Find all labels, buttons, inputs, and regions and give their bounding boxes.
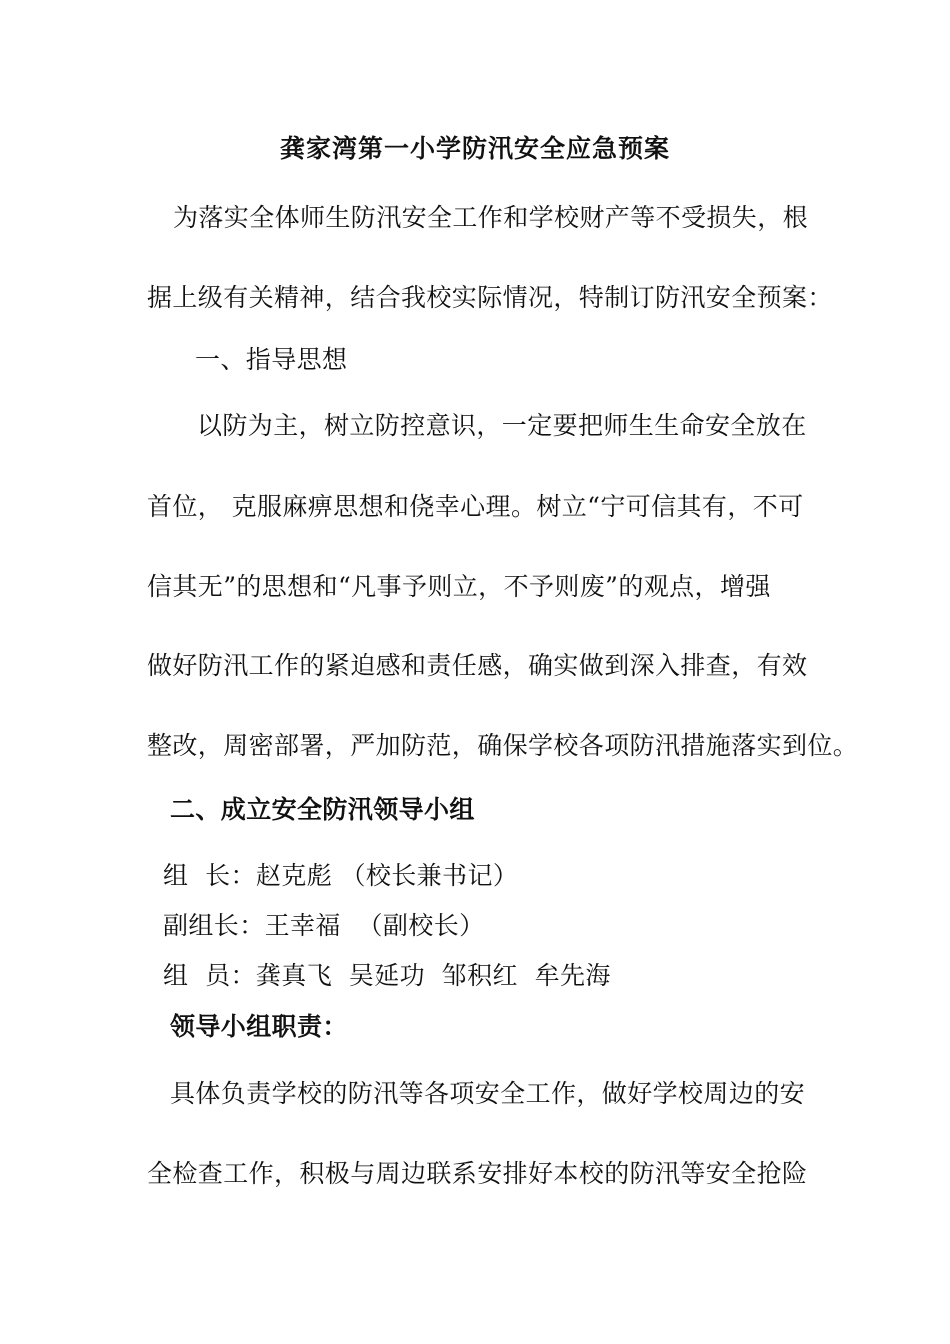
section1-line-1: 以防为主，树立防控意识，一定要把师生生命安全放在 [197,411,807,440]
member-deputy: 副组长：王幸福 （副校长） [163,911,485,940]
intro-line-1: 为落实全体师生防汛安全工作和学校财产等不受损失，根 [173,203,809,232]
section1-line-5: 整改，周密部署，严加防范，确保学校各项防汛措施落实到位。 [147,731,859,760]
section1-heading: 一、指导思想 [195,345,348,374]
section1-line-3: 信其无”的思想和“凡事予则立，不予则废”的观点，增强 [147,572,771,601]
section2-heading: 二、成立安全防汛领导小组 [170,795,475,824]
duties-heading: 领导小组职责： [170,1012,348,1041]
member-staff: 组 员：龚真飞 吴延功 邹积红 牟先海 [163,961,611,990]
member-leader: 组 长：赵克彪 （校长兼书记） [163,861,519,890]
section1-line-4: 做好防汛工作的紧迫感和责任感，确实做到深入排查，有效 [147,651,808,680]
duties-line-2: 全检查工作，积极与周边联系安排好本校的防汛等安全抢险 [147,1159,808,1188]
document-title: 龚家湾第一小学防汛安全应急预案 [279,134,670,163]
section1-line-2: 首位， 克服麻痹思想和侥幸心理。树立“宁可信其有，不可 [147,492,804,521]
intro-line-2: 据上级有关精神，结合我校实际情况，特制订防汛安全预案： [147,283,833,312]
duties-line-1: 具体负责学校的防汛等各项安全工作，做好学校周边的安 [170,1079,806,1108]
